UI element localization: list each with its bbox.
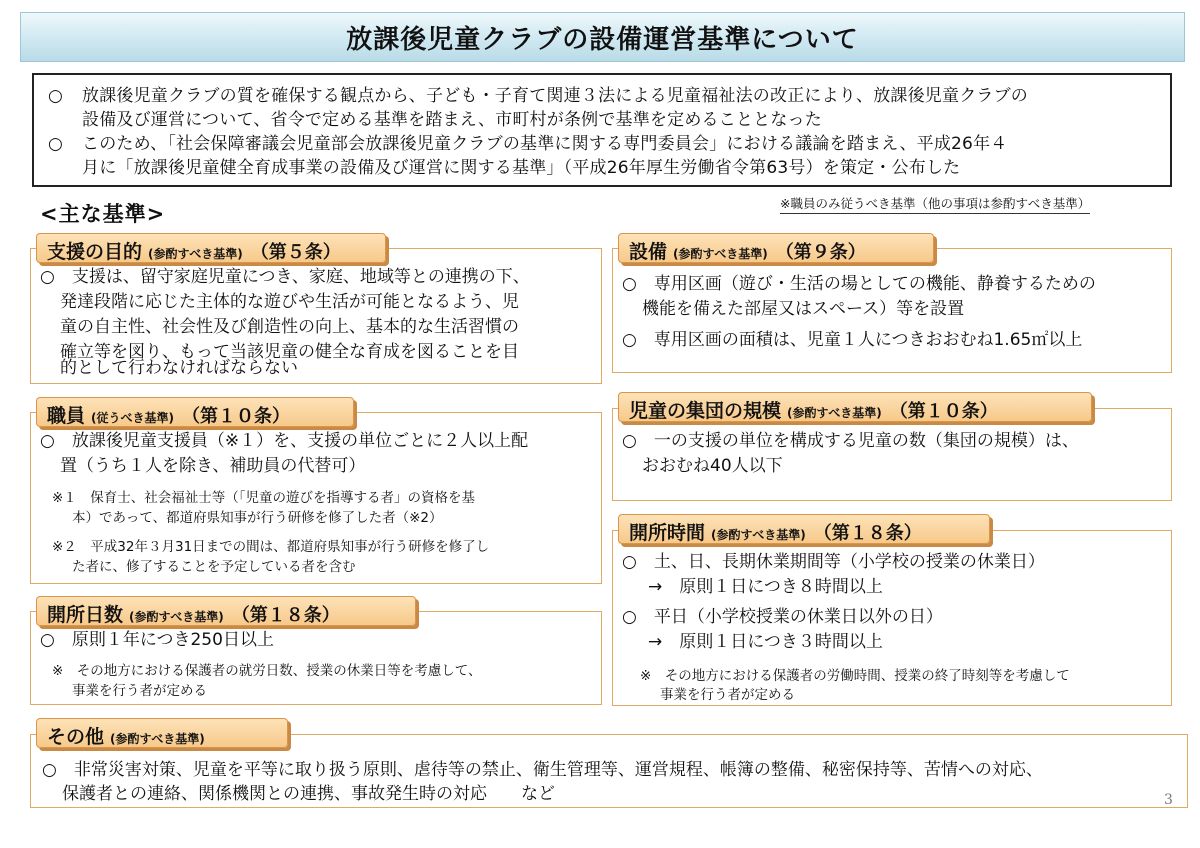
days-article: （第１８条） [231,605,340,626]
days-note: 事業を行う者が定める [72,683,207,699]
purpose-line: 確立等を図り、もって当該児童の健全な育成を図ることを目 [60,342,519,362]
page-number: 3 [1164,792,1173,808]
intro-line [48,156,1160,180]
group-line: おおむね40人以下 [642,456,783,476]
bullet-mark: ○ [48,134,64,154]
intro-line [48,132,1160,156]
staff-name: 職員 [47,405,86,427]
purpose-line: 的として行わなければならない [60,358,298,378]
intro-text: このため、「社会保障審議会児童部会放課後児童クラブの基準に関する専門委員会」における議論を踏まえ、平成26年４ [82,134,1008,154]
purpose-line: ○ 支援は、留守家庭児童につき、家庭、地域等との連携の下、 [40,267,530,287]
purpose-article: （第５条） [250,242,341,263]
group-name: 児童の集団の規模 [629,400,782,422]
other-tab [36,718,288,748]
facility-article: （第９条） [775,242,866,263]
purpose-sub: (参酌すべき基準) [148,247,243,261]
purpose-line: 発達段階に応じた主体的な遊びや生活が可能となるよう、児 [60,292,519,312]
hours-line: → 原則１日につき８時間以上 [648,577,883,597]
group-article: （第１０条） [889,401,998,422]
facility-sub: (参酌すべき基準) [673,247,768,261]
facility-line: 機能を備えた部屋又はスペース）等を設置 [642,299,965,319]
other-name: その他 [47,726,105,748]
group-tab [618,392,1092,422]
staff-article: （第１０条） [182,406,290,427]
purpose-line: 童の自主性、社会性及び創造性の向上、基本的な生活習慣の [60,317,519,337]
other-sub: (参酌すべき基準) [110,732,205,746]
staff-line: ○ 放課後児童支援員（※１）を、支援の単位ごとに２人以上配 [40,431,529,451]
group-line: ○ 一の支援の単位を構成する児童の数（集団の規模）は、 [622,431,1079,451]
facility-tab [618,233,934,263]
days-sub: (参酌すべき基準) [129,610,224,624]
intro-text: 月に「放課後児童健全育成事業の設備及び運営に関する基準」（平成26年厚生労働省令第63号）を策定・公布した [82,158,961,178]
intro-line [48,108,1160,132]
staff-note: ※２ 平成32年３月31日までの間は、都道府県知事が行う研修を修了し [52,539,490,555]
intro-text: 放課後児童クラブの質を確保する観点から、子ども・子育て関連３法による児童福祉法の改正により、放課後児童クラブの [82,86,1028,106]
staff-note: ※１ 保育士、社会福祉士等（「児童の遊びを指導する者」の資格を基 [52,490,476,506]
staff-tab [36,397,354,427]
days-tab [36,596,416,626]
group-sub: (参酌すべき基準) [787,406,882,420]
facility-name: 設備 [629,241,668,263]
staff-sub: (従うべき基準) [91,411,174,425]
purpose-name: 支援の目的 [47,241,143,263]
days-note: ※ その地方における保護者の就労日数、授業の休業日等を考慮して、 [52,663,482,679]
standards-note: ※職員のみ従うべき基準（他の事項は参酌すべき基準） [780,194,1090,214]
intro-box [32,73,1172,187]
other-line: 保護者との連絡、関係機関との連携、事故発生時の対応 など [62,784,555,804]
main-standards-heading: <主な基準> [40,202,166,226]
hours-line: ○ 土、日、長期休業期間等（小学校の授業の休業日） [622,552,1045,572]
hours-line: ○ 平日（小学校授業の休業日以外の日） [622,607,943,627]
hours-sub: (参酌すべき基準) [711,528,806,542]
days-line: ○ 原則１年につき250日以上 [40,630,274,650]
purpose-tab [36,233,386,263]
facility-line: ○ 専用区画（遊び・生活の場としての機能、静養するための [622,274,1096,294]
hours-note: 事業を行う者が定める [660,687,795,703]
bullet-mark: ○ [48,86,64,106]
hours-note: ※ その地方における保護者の労働時間、授業の終了時刻等を考慮して [640,668,1070,684]
facility-line: ○ 専用区画の面積は、児童１人につきおおむね1.65㎡以上 [622,330,1083,350]
page-title: 放課後児童クラブの設備運営基準について [20,12,1185,62]
days-name: 開所日数 [47,604,124,626]
staff-note: た者に、修了することを予定している者を含む [72,559,356,575]
hours-name: 開所時間 [629,522,706,544]
hours-article: （第１８条） [813,523,922,544]
staff-note: 本）であって、都道府県知事が行う研修を修了した者（※2） [72,510,443,526]
intro-text: 設備及び運営について、省令で定める基準を踏まえ、市町村が条例で基準を定めることとなった [82,110,822,130]
hours-line: → 原則１日につき３時間以上 [648,632,883,652]
hours-tab [618,514,990,544]
other-line: ○ 非常災害対策、児童を平等に取り扱う原則、虐待等の禁止、衛生管理等、運営規程、帳簿の整備、秘密保持等、苦情への対応、 [42,760,1043,780]
staff-line: 置（うち１人を除き、補助員の代替可） [60,456,366,476]
intro-line [48,84,1160,108]
